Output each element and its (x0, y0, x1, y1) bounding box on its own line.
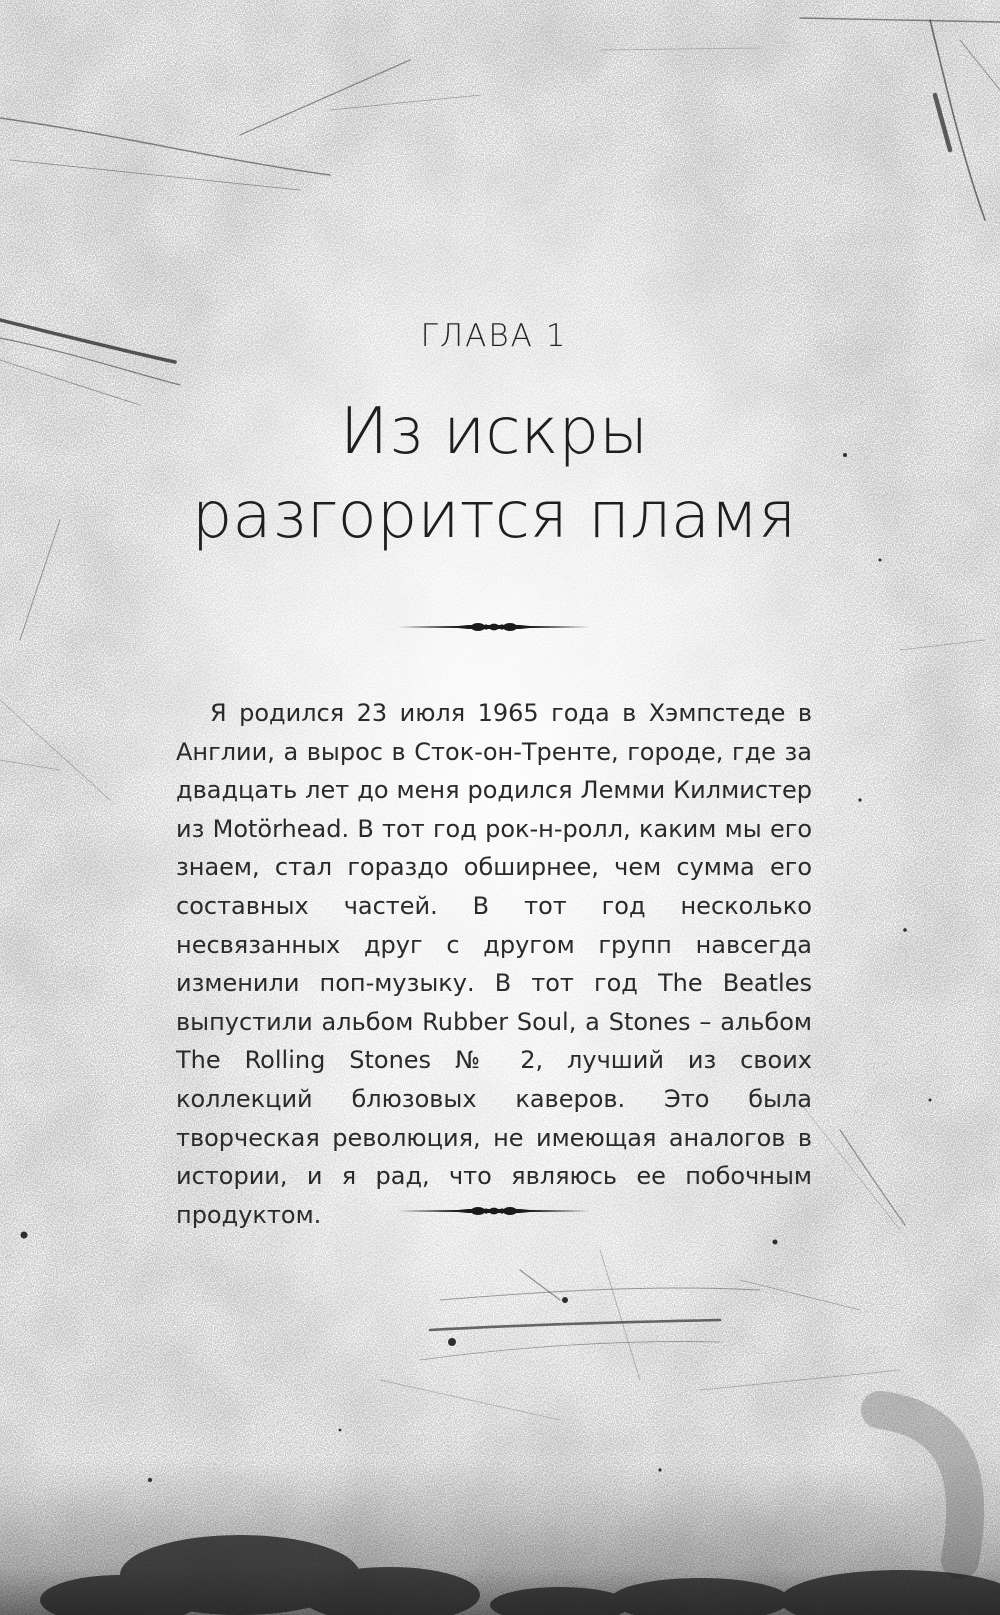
divider-ornament-icon (398, 619, 590, 635)
chapter-title-line-1: Из искры (339, 395, 649, 469)
chapter-title (0, 390, 988, 558)
chapter-title-line-2: разгорится пламя (191, 479, 797, 553)
chapter-number-label: ГЛАВА 1 (420, 318, 568, 354)
divider-ornament-icon (398, 1203, 590, 1219)
chapter-opening-paragraph: Я родился 23 июля 1965 года в Хэмпстеде в Англии, а вырос в Сток-он-Тренте, городе, где за двадцать лет до меня родился Лемми Килмистер из Motörhead. В тот год рок-н-ролл, каким мы его знаем, стал гораздо обширнее, чем сумма его составных частей. В тот год несколько несвязанных друг с другом групп навсегда изменили поп-музыку. В тот год The Beatles выпустили альбом Rubber Soul, а Stones – альбом The Rolling Stones № 2, лучший из своих коллекций блюзовых каверов. Это была творческая революция, не имеющая аналогов в истории, и я рад, что являюсь ее побочным продуктом. (176, 699, 812, 1229)
